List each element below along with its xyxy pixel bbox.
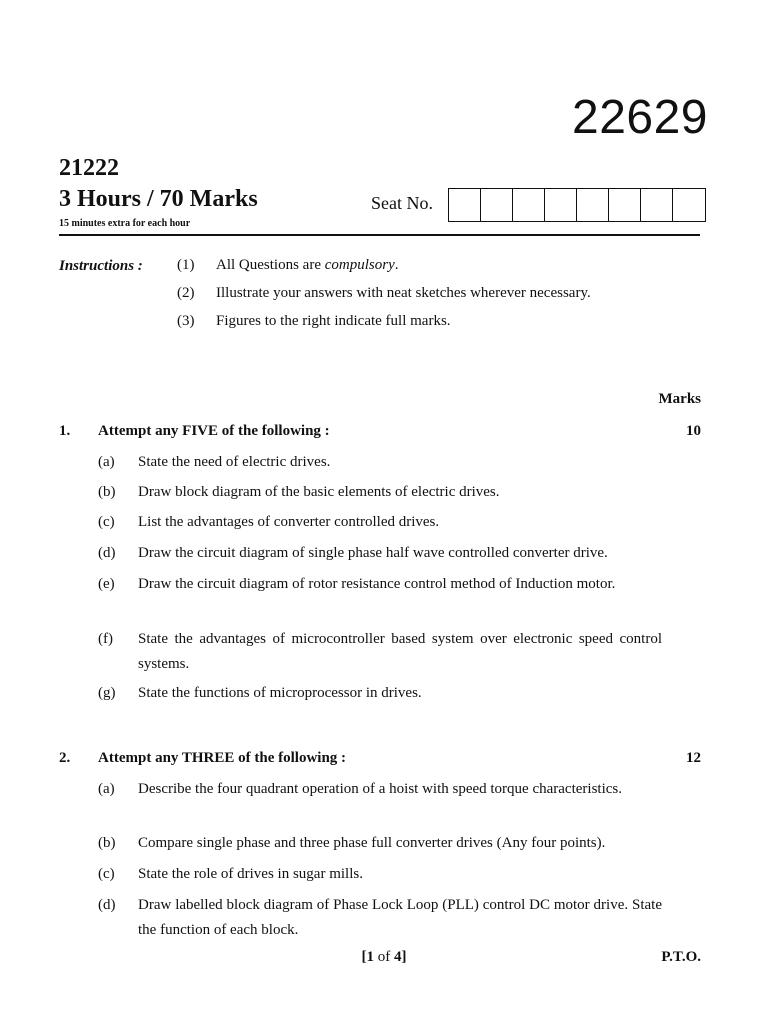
seat-number-box[interactable] [609,189,641,221]
item-text: State the role of drives in sugar mills. [138,866,363,882]
question-marks: 10 [686,423,701,439]
item-label: (c) [98,514,115,530]
extra-time-note: 15 minutes extra for each hour [59,218,191,229]
item-label: (d) [98,897,116,913]
question-item [98,681,662,706]
seat-number-box[interactable] [545,189,577,221]
item-text: State the need of electric drives. [138,454,331,470]
seat-number-label: Seat No. [371,193,433,213]
question-item [98,627,662,676]
seat-number-box[interactable] [513,189,545,221]
item-label: (e) [98,576,115,592]
question-item [98,893,662,942]
item-text: Draw block diagram of the basic elements of electric drives. [138,484,500,500]
question-item [98,831,662,856]
seat-number-box[interactable] [449,189,481,221]
instruction-emphasis: compulsory [324,257,395,273]
question-item [98,450,662,475]
item-label: (g) [98,685,116,701]
question-item [98,862,662,887]
item-label: (f) [98,631,113,647]
instruction-number: (3) [177,313,195,329]
item-label: (d) [98,545,116,561]
seat-number-box[interactable] [577,189,609,221]
item-text: Describe the four quadrant operation of a hoist with speed torque characteristics. [138,781,622,797]
item-label: (b) [98,835,116,851]
header-divider [59,234,700,236]
instructions-label: Instructions : [59,258,143,274]
question-title: Attempt any FIVE of the following : [98,423,330,439]
question-marks: 12 [686,750,701,766]
question-item [98,777,662,802]
question-item [98,572,662,597]
page-number: [1 of 4] [361,949,407,965]
question-number: 2. [59,750,71,766]
item-label: (a) [98,781,115,797]
instruction-text: All Questions are compulsory. [216,257,399,273]
question-item [98,480,662,505]
exam-duration: 3 Hours / 70 Marks [59,186,258,212]
item-label: (a) [98,454,115,470]
paper-code: 22629 [572,91,708,144]
item-text: Compare single phase and three phase full converter drives (Any four points). [138,835,606,851]
exam-code: 21222 [59,155,119,181]
seat-number-box[interactable] [481,189,513,221]
item-text: Draw the circuit diagram of single phase half wave controlled converter drive. [138,545,608,561]
item-text: List the advantages of converter controlled drives. [138,514,440,530]
seat-number-box[interactable] [641,189,673,221]
page-total: 4 [394,949,402,965]
page-current: 1 [366,949,374,965]
instruction-number: (1) [177,257,195,273]
item-text: State the functions of microprocessor in drives. [138,685,422,701]
question-title: Attempt any THREE of the following : [98,750,347,766]
marks-column-heading: Marks [658,391,701,407]
instruction-number: (2) [177,285,195,301]
item-text: Draw labelled block diagram of Phase Lock Loop (PLL) control DC motor drive. State the function of each block. [138,897,662,938]
question-item [98,510,662,535]
item-label: (c) [98,866,115,882]
item-text: Draw the circuit diagram of rotor resistance control method of Induction motor. [138,576,616,592]
seat-number-box[interactable] [673,189,705,221]
instruction-text: Illustrate your answers with neat sketches wherever necessary. [216,285,591,301]
instruction-text: Figures to the right indicate full marks. [216,313,451,329]
item-text: State the advantages of microcontroller based system over electronic speed control systems. [138,631,662,672]
question-number: 1. [59,423,71,439]
seat-number-boxes [448,188,706,222]
question-item [98,541,662,566]
item-label: (b) [98,484,116,500]
please-turn-over: P.T.O. [661,949,701,965]
